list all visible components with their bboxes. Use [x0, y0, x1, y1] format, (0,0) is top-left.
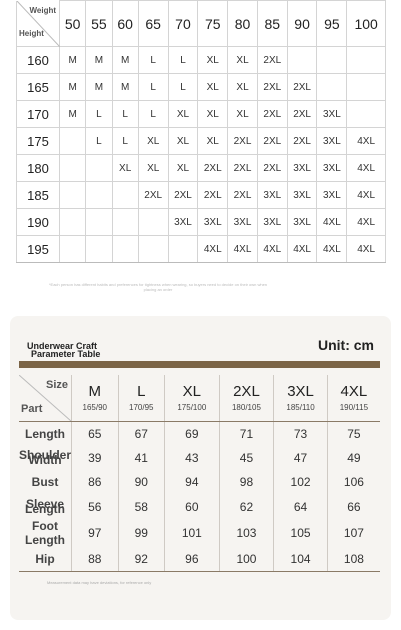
size-cell: XL: [112, 155, 138, 182]
weight-header-cell: 75: [198, 1, 228, 47]
size-cell: 2XL: [257, 74, 287, 101]
weight-header-cell: 90: [287, 1, 317, 47]
size-code: 170/95: [129, 403, 154, 413]
size-code: 175/100: [177, 403, 207, 413]
size-cell: 2XL: [287, 128, 317, 155]
measurement-cell: 103: [219, 519, 274, 547]
size-cell: 2XL: [257, 47, 287, 74]
title-line-2: Parameter Table: [31, 349, 101, 359]
part-axis-label: Part: [21, 402, 43, 415]
height-cell: 170: [17, 101, 60, 128]
size-header-cell: [72, 375, 119, 421]
size-code: 185/110: [286, 403, 315, 413]
weight-header-cell: 95: [317, 1, 347, 47]
size-cell: 4XL: [347, 155, 386, 182]
size-cell: 2XL: [168, 182, 198, 209]
size-cell: 2XL: [228, 182, 258, 209]
size-cell: XL: [138, 128, 168, 155]
measurement-cell: 69: [165, 421, 220, 446]
measurement-cell: 56: [72, 495, 119, 520]
size-cell: [60, 182, 86, 209]
measurement-cell: 66: [347, 499, 361, 514]
size-cell: 4XL: [317, 209, 347, 236]
size-cell: [60, 155, 86, 182]
size-cell: [86, 209, 112, 236]
size-cell: [138, 236, 168, 263]
size-cell: [317, 47, 347, 74]
size-cell: L: [138, 47, 168, 74]
header-corner-cell: [19, 375, 72, 421]
size-cell: 2XL: [228, 128, 258, 155]
size-cell: 3XL: [257, 182, 287, 209]
table-row: [17, 128, 386, 155]
measurement-cell: 92: [118, 547, 165, 572]
size-cell: 4XL: [198, 236, 228, 263]
size-cell: 4XL: [257, 236, 287, 263]
size-cell: 3XL: [198, 209, 228, 236]
height-cell: 160: [17, 47, 60, 74]
measurement-cell: 99: [118, 519, 165, 547]
measurement-cell: 96: [165, 547, 220, 572]
size-recommendation-section: [0, 0, 401, 305]
size-cell: 3XL: [287, 155, 317, 182]
size-cell: 3XL: [257, 209, 287, 236]
table-row: [19, 421, 380, 446]
size-cell: 2XL: [198, 155, 228, 182]
size-cell: [60, 209, 86, 236]
size-cell: [168, 236, 198, 263]
size-code: 180/105: [231, 403, 261, 413]
table-row: [17, 236, 386, 263]
part-label: Foot Length: [19, 519, 72, 547]
size-cell: M: [60, 74, 86, 101]
size-name: XL: [182, 383, 201, 401]
size-cell: XL: [168, 128, 198, 155]
table-row: [17, 209, 386, 236]
measurement-cell: 62: [219, 495, 274, 520]
table-row: [19, 446, 380, 471]
size-cell: [86, 182, 112, 209]
weight-header-cell: 50: [60, 1, 86, 47]
size-cell: L: [138, 101, 168, 128]
measurement-cell: 58: [118, 495, 165, 520]
size-header-cell: [165, 375, 220, 421]
size-cell: [112, 182, 138, 209]
measurement-cell: 90: [118, 470, 165, 495]
size-cell: 3XL: [168, 209, 198, 236]
size-cell: 4XL: [347, 209, 386, 236]
part-label: Hip: [19, 547, 72, 572]
size-cell: [60, 236, 86, 263]
size-cell: M: [86, 47, 112, 74]
height-axis-label: Height: [19, 29, 44, 38]
measurement-cell: 45: [219, 446, 274, 471]
size-cell: 4XL: [347, 128, 386, 155]
measurement-note: Measurement data may have deviations, for reference only: [47, 580, 152, 585]
title-line-1: Underwear Craft: [27, 341, 98, 351]
size-cell: 4XL: [228, 236, 258, 263]
size-header-cell: [219, 375, 274, 421]
size-cell: 3XL: [317, 182, 347, 209]
size-cell: 3XL: [287, 209, 317, 236]
size-cell: [86, 236, 112, 263]
size-cell: XL: [168, 155, 198, 182]
size-cell: XL: [228, 74, 258, 101]
header-corner-cell: [17, 1, 60, 47]
part-label: Length: [19, 421, 72, 446]
parameter-table-title: [27, 342, 100, 358]
height-cell: 185: [17, 182, 60, 209]
measurement-cell: 105: [274, 519, 328, 547]
size-name: L: [137, 383, 146, 401]
size-cell: [347, 74, 386, 101]
fit-preference-note: *Each person has different habits and preferences for tightness when wearing, so buyers need to decide on their own when placing an order: [48, 282, 268, 292]
weight-height-size-table: [16, 0, 386, 263]
measurement-cell: 86: [72, 470, 119, 495]
size-cell: XL: [198, 128, 228, 155]
measurement-cell: 102: [274, 470, 328, 495]
size-name: 2XL: [233, 383, 260, 401]
height-cell: 190: [17, 209, 60, 236]
table-row: [19, 519, 380, 547]
table-row: [17, 74, 386, 101]
size-cell: XL: [228, 47, 258, 74]
garment-parameter-table: [19, 375, 380, 572]
measurement-cell: 101: [165, 519, 220, 547]
size-cell: 4XL: [347, 236, 386, 263]
size-cell: 4XL: [287, 236, 317, 263]
measurement-cell: 100: [219, 547, 274, 572]
size-header-cell: [327, 375, 380, 421]
weight-header-cell: 55: [86, 1, 112, 47]
measurement-cell: 88: [72, 547, 119, 572]
table-row: [19, 495, 380, 520]
size-cell: M: [60, 101, 86, 128]
table-row: [17, 182, 386, 209]
table-row: [19, 470, 380, 495]
measurement-cell: 65: [72, 421, 119, 446]
measurement-cell: 73: [274, 421, 328, 446]
height-cell: 195: [17, 236, 60, 263]
size-cell: XL: [228, 101, 258, 128]
size-cell: M: [86, 74, 112, 101]
weight-header-row: [17, 1, 386, 47]
measurement-cell: 71: [219, 421, 274, 446]
size-code: 165/90: [82, 403, 107, 413]
table-row: [17, 47, 386, 74]
measurement-cell: 75: [347, 426, 361, 441]
size-cell: [287, 47, 317, 74]
size-cell: [60, 128, 86, 155]
size-header-row: [19, 375, 380, 421]
height-cell: 175: [17, 128, 60, 155]
size-cell: XL: [198, 101, 228, 128]
weight-header-cell: 85: [257, 1, 287, 47]
size-cell: 2XL: [138, 182, 168, 209]
size-cell: L: [138, 74, 168, 101]
size-header-cell: [274, 375, 328, 421]
measurement-cell: 64: [274, 495, 328, 520]
size-cell: [317, 74, 347, 101]
size-cell: [347, 101, 386, 128]
size-cell: 4XL: [347, 182, 386, 209]
size-cell: L: [86, 128, 112, 155]
size-cell: M: [112, 74, 138, 101]
size-cell: XL: [168, 101, 198, 128]
size-cell: 3XL: [317, 101, 347, 128]
part-label: Shoulder Width: [19, 446, 72, 471]
measurement-cell: 104: [274, 547, 328, 572]
measurement-cell: 60: [165, 495, 220, 520]
measurement-cell: 94: [165, 470, 220, 495]
weight-header-cell: 65: [138, 1, 168, 47]
size-cell: 2XL: [287, 74, 317, 101]
height-cell: 180: [17, 155, 60, 182]
size-cell: 2XL: [257, 155, 287, 182]
size-cell: [112, 209, 138, 236]
measurement-cell: 107: [343, 526, 364, 540]
part-label: Bust: [19, 470, 72, 495]
table-row: [19, 547, 380, 572]
size-name: 4XL: [340, 383, 368, 401]
size-cell: XL: [198, 74, 228, 101]
size-cell: [112, 236, 138, 263]
size-cell: XL: [198, 47, 228, 74]
size-header-cell: [118, 375, 165, 421]
table-row: [17, 155, 386, 182]
size-cell: L: [168, 74, 198, 101]
size-cell: 3XL: [228, 209, 258, 236]
size-cell: L: [112, 101, 138, 128]
size-code: 190/115: [339, 403, 369, 413]
weight-axis-label: Weight: [29, 5, 56, 15]
size-cell: 4XL: [317, 236, 347, 263]
size-cell: L: [112, 128, 138, 155]
size-cell: 3XL: [317, 128, 347, 155]
title-divider-bar: [19, 361, 380, 368]
measurement-cell: 106: [343, 475, 364, 490]
measurement-cell: 98: [219, 470, 274, 495]
unit-label: Unit: cm: [318, 337, 374, 353]
size-cell: 2XL: [198, 182, 228, 209]
size-cell: 2XL: [287, 101, 317, 128]
height-cell: 165: [17, 74, 60, 101]
size-cell: M: [112, 47, 138, 74]
weight-header-cell: 100: [347, 1, 386, 47]
measurement-cell: 108: [327, 547, 380, 572]
measurement-cell: 49: [347, 450, 361, 465]
weight-header-cell: 60: [112, 1, 138, 47]
weight-header-cell: 80: [228, 1, 258, 47]
size-cell: 3XL: [287, 182, 317, 209]
size-cell: 2XL: [257, 101, 287, 128]
measurement-cell: 47: [274, 446, 328, 471]
size-cell: [86, 155, 112, 182]
measurement-cell: 43: [165, 446, 220, 471]
table-row: [17, 101, 386, 128]
measurement-cell: 41: [118, 446, 165, 471]
size-cell: L: [86, 101, 112, 128]
size-cell: M: [60, 47, 86, 74]
size-cell: L: [168, 47, 198, 74]
size-cell: 2XL: [257, 128, 287, 155]
size-cell: 2XL: [228, 155, 258, 182]
size-axis-label: Size: [46, 379, 69, 391]
parameter-section: [10, 316, 391, 620]
size-cell: [347, 47, 386, 74]
measurement-cell: 39: [72, 446, 119, 471]
size-cell: [138, 209, 168, 236]
size-cell: XL: [138, 155, 168, 182]
measurement-cell: 67: [118, 421, 165, 446]
measurement-cell: 97: [72, 519, 119, 547]
size-name: M: [88, 383, 102, 401]
size-name: 3XL: [287, 383, 314, 401]
weight-header-cell: 70: [168, 1, 198, 47]
part-label: Sleeve Length: [19, 495, 72, 520]
size-cell: 3XL: [317, 155, 347, 182]
